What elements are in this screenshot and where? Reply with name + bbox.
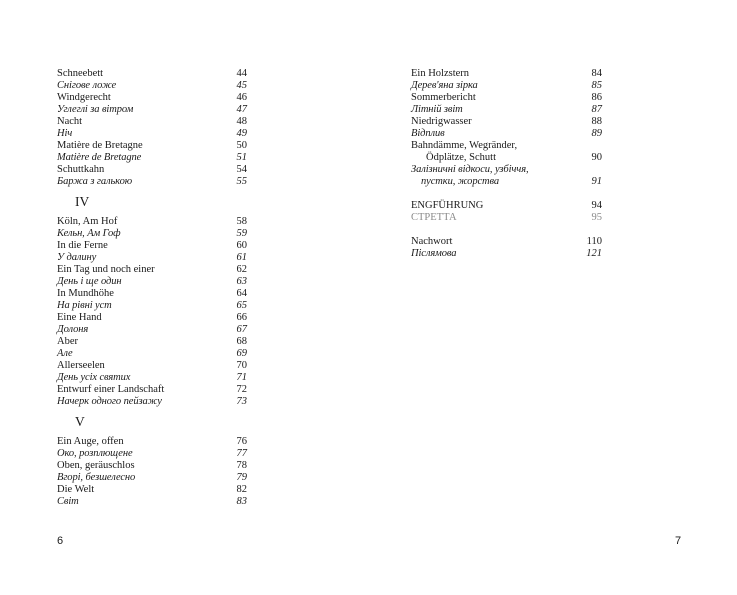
toc-entry: [411, 248, 602, 260]
toc-entry: [57, 448, 247, 460]
toc-entry-title-continued: пустки, жорства: [421, 176, 500, 187]
toc-entry-title: Oben, geräuschlos: [57, 460, 135, 471]
toc-entry-title: Начерк одного пейзажу: [57, 396, 162, 407]
toc-entry-title: Die Welt: [57, 484, 95, 495]
toc-entry: [57, 348, 247, 360]
toc-entry: [57, 216, 247, 228]
toc-entry-title: Післямова: [411, 248, 457, 259]
toc-entry: [57, 152, 247, 164]
toc-entry: [411, 68, 602, 80]
toc-entry-page: 90: [591, 152, 602, 163]
toc-block: [411, 236, 602, 260]
toc-entry-page: 83: [236, 496, 247, 507]
toc-entry-page: 62: [236, 264, 247, 275]
toc-entry: [57, 460, 247, 472]
toc-right-column: [411, 68, 602, 260]
toc-entry-page: 59: [236, 228, 247, 239]
toc-entry-page: 87: [591, 104, 602, 115]
toc-entry: [57, 92, 247, 104]
section-heading-iv: IV: [75, 194, 90, 209]
toc-entry-page: 76: [236, 436, 247, 447]
toc-entry-title: Ein Auge, offen: [57, 436, 124, 447]
toc-entry-title: Niedrigwasser: [411, 116, 472, 127]
toc-entry-page: 61: [236, 252, 247, 263]
toc-entry: [57, 252, 247, 264]
page-number-right: 7: [675, 535, 682, 547]
toc-entry-page: 72: [236, 384, 247, 395]
toc-entry-page: 110: [586, 236, 602, 247]
toc-entry: [57, 384, 247, 396]
toc-entry-page: 77: [236, 448, 247, 459]
toc-entry: [57, 228, 247, 240]
toc-entry: [57, 240, 247, 252]
toc-entry-title: Ніч: [57, 128, 73, 139]
toc-entry: [411, 128, 602, 140]
toc-entry: [57, 300, 247, 312]
toc-entry: [411, 80, 602, 92]
toc-entry-page: 58: [236, 216, 247, 227]
toc-entry: [57, 176, 247, 188]
toc-entry-page: 68: [236, 336, 247, 347]
toc-entry: [57, 360, 247, 372]
toc-entry-title: Entwurf einer Landschaft: [57, 384, 165, 395]
toc-entry-title: Дерев'яна зірка: [411, 80, 478, 91]
toc-entry: [57, 288, 247, 300]
toc-entry-title: In die Ferne: [57, 240, 108, 251]
toc-block: [57, 436, 247, 508]
toc-entry-page: 65: [236, 300, 247, 311]
toc-entry-page: 94: [591, 200, 602, 211]
toc-entry: [57, 264, 247, 276]
toc-entry: [57, 436, 247, 448]
toc-entry-page: 49: [236, 128, 247, 139]
toc-entry: [411, 92, 602, 104]
toc-entry-title: У далину: [57, 252, 97, 263]
toc-entry: [411, 140, 602, 152]
toc-entry-title: Eine Hand: [57, 312, 102, 323]
toc-entry-title: Око, розплющене: [57, 448, 133, 459]
toc-entry-title: Ein Holzstern: [411, 68, 470, 79]
toc-entry: [57, 164, 247, 176]
toc-entry: [411, 104, 602, 116]
toc-entry-page: 91: [591, 176, 602, 187]
toc-entry-title: Літній звіт: [411, 104, 463, 115]
toc-entry-title: Nachwort: [411, 236, 453, 247]
toc-entry-page: 78: [236, 460, 247, 471]
toc-left-column: [57, 68, 247, 508]
toc-entry: [57, 324, 247, 336]
toc-entry-page: 67: [236, 324, 247, 335]
toc-entry: [411, 152, 602, 164]
toc-entry-page: 73: [236, 396, 247, 407]
toc-entry: [57, 68, 247, 80]
toc-entry-title: Schuttkahn: [57, 164, 105, 175]
toc-entry-title: Nacht: [57, 116, 83, 127]
toc-entry-page: 69: [236, 348, 247, 359]
toc-entry-title: Köln, Am Hof: [57, 216, 118, 227]
toc-entry: [57, 104, 247, 116]
toc-entry: [411, 116, 602, 128]
toc-entry-title: Кельн, Ам Гоф: [57, 228, 121, 239]
toc-entry-title: Вгорі, безшелесно: [57, 472, 136, 483]
toc-entry: [57, 128, 247, 140]
toc-entry-title: Снігове ложе: [57, 80, 117, 91]
toc-entry-page: 79: [236, 472, 247, 483]
toc-entry-title: Schneebett: [57, 68, 104, 79]
toc-entry: [57, 312, 247, 324]
toc-entry-page: 121: [586, 248, 602, 259]
toc-entry: [411, 164, 602, 176]
toc-entry-page: 60: [236, 240, 247, 251]
toc-entry-title: Matière de Bretagne: [57, 152, 142, 163]
toc-entry-page: 71: [236, 372, 247, 383]
toc-entry-page: 46: [236, 92, 247, 103]
toc-entry-title: СТРЕТТА: [411, 212, 457, 223]
toc-entry-page: 70: [236, 360, 247, 371]
toc-entry-page: 82: [236, 484, 247, 495]
toc-block: [57, 68, 247, 188]
toc-entry: [57, 372, 247, 384]
toc-entry: [411, 176, 602, 188]
toc-entry: [57, 116, 247, 128]
toc-entry-page: 89: [591, 128, 602, 139]
toc-entry-title: Aber: [57, 336, 78, 347]
toc-entry-title: Углеглі за вітром: [57, 104, 134, 115]
toc-entry-page: 84: [591, 68, 602, 79]
toc-entry-page: 63: [236, 276, 247, 287]
toc-entry-title: День і ще один: [57, 276, 122, 287]
toc-entry-title: Matière de Bretagne: [57, 140, 143, 151]
toc-entry-page: 47: [236, 104, 247, 115]
toc-entry: [57, 484, 247, 496]
toc-entry: [57, 396, 247, 408]
toc-entry-title: День усіх святих: [57, 372, 131, 383]
toc-entry: [57, 336, 247, 348]
toc-entry-title: Долоня: [57, 324, 89, 335]
toc-entry-page: 86: [591, 92, 602, 103]
toc-entry-title: На рівні уст: [57, 300, 112, 311]
section-heading-v: V: [75, 414, 85, 429]
toc-entry-title: Sommerbericht: [411, 92, 476, 103]
toc-entry-title: Але: [57, 348, 73, 359]
toc-entry-title: Ein Tag und noch einer: [57, 264, 155, 275]
toc-entry-page: 55: [236, 176, 247, 187]
toc-entry-title: Bahndämme, Wegränder,: [411, 140, 518, 151]
toc-entry-title: Баржа з галькою: [57, 176, 133, 187]
toc-entry-page: 88: [591, 116, 602, 127]
toc-entry: [411, 212, 602, 224]
toc-entry-page: 45: [236, 80, 247, 91]
toc-block: [411, 200, 602, 224]
toc-entry: [57, 140, 247, 152]
toc-entry-page: 48: [236, 116, 247, 127]
toc-entry: [57, 276, 247, 288]
toc-entry: [57, 496, 247, 508]
toc-entry-title: Залізничні відкоси, узбіччя,: [411, 164, 529, 175]
toc-entry-page: 51: [236, 152, 247, 163]
toc-entry-page: 64: [236, 288, 247, 299]
toc-entry-title: Відплив: [411, 128, 445, 139]
toc-entry-title: In Mundhöhe: [57, 288, 114, 299]
toc-entry-title: Allerseelen: [57, 360, 105, 371]
toc-block: [411, 68, 602, 140]
toc-entry-page: 44: [236, 68, 247, 79]
toc-entry-title: Світ: [57, 496, 79, 507]
toc-entry-page: 54: [236, 164, 247, 175]
toc-entry-page: 66: [236, 312, 247, 323]
toc-entry-page: 50: [236, 140, 247, 151]
toc-entry-page: 85: [591, 80, 602, 91]
toc-entry-title-continued: Ödplätze, Schutt: [426, 152, 496, 163]
toc-entry-page: 95: [591, 212, 602, 223]
toc-entry: [57, 472, 247, 484]
page-number-left: 6: [57, 535, 64, 547]
toc-entry: [411, 236, 602, 248]
toc-entry: [57, 80, 247, 92]
toc-entry-title: ENGFÜHRUNG: [411, 200, 484, 211]
toc-entry: [411, 200, 602, 212]
toc-entry-title: Windgerecht: [57, 92, 111, 103]
toc-block: [57, 216, 247, 408]
